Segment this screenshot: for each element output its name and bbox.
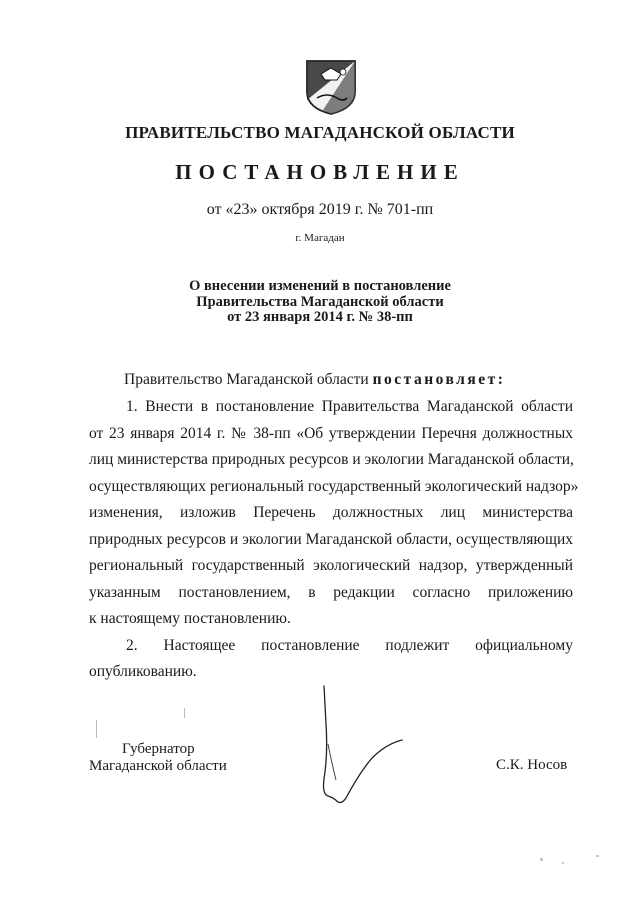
paragraph-line: изменения, изложив Перечень должностных лиц министерства: [89, 504, 573, 521]
magadan-coat-of-arms-icon: [303, 58, 359, 116]
document-date-number: от «23» октября 2019 г. № 701-пп: [206, 201, 434, 218]
paragraph-line: указанным постановлением, в редакции согласно приложению: [89, 583, 573, 601]
paragraph-line: лиц министерства природных ресурсов и экологии Магаданской области,: [89, 451, 574, 468]
document-body: [89, 394, 579, 686]
scan-speck: [184, 708, 185, 718]
subject-line: О внесении изменений в постановление: [189, 278, 451, 294]
signer-position: Губернатор: [122, 741, 195, 757]
preamble-text: Правительство Магаданской области: [124, 371, 373, 388]
decree-word: постановляет:: [372, 371, 506, 388]
paragraph-2: [89, 633, 573, 686]
scan-speck: [562, 862, 564, 864]
paragraph-line: региональный государственный экологический надзор, утвержденный: [89, 557, 573, 574]
paragraph-line: от 23 января 2014 г. № 38-пп «Об утверждении Перечня должностных: [89, 424, 573, 442]
government-title: ПРАВИТЕЛЬСТВО МАГАДАНСКОЙ ОБЛАСТИ: [125, 123, 515, 142]
signer-title: [89, 741, 249, 775]
paragraph-line: 2. Настоящее постановление подлежит официальному: [126, 636, 573, 654]
subject-line: от 23 января 2014 г. № 38-пп: [227, 309, 413, 325]
preamble: [124, 371, 505, 389]
paragraph-line: опубликованию.: [89, 663, 197, 680]
paragraph-line: 1. Внести в постановление Правительства Магаданской области: [126, 398, 573, 415]
scan-speck: [96, 720, 97, 738]
handwritten-signature-icon: [310, 684, 410, 809]
signer-name: С.К. Носов: [496, 757, 568, 773]
signer-region: Магаданской области: [89, 758, 227, 774]
document-type: ПОСТАНОВЛЕНИЕ: [175, 160, 465, 184]
paragraph-line: осуществляющих региональный государственный экологический надзор»: [89, 477, 579, 495]
document-city: г. Магадан: [295, 232, 345, 244]
document-subject: [0, 279, 640, 326]
scan-speck: [596, 855, 599, 857]
subject-line: Правительства Магаданской области: [196, 293, 444, 310]
scan-speck: [540, 858, 543, 861]
paragraph-line: к настоящему постановлению.: [89, 610, 291, 627]
paragraph-line: природных ресурсов и экологии Магаданской области, осуществляющих: [89, 530, 573, 548]
paragraph-1: [89, 394, 579, 633]
